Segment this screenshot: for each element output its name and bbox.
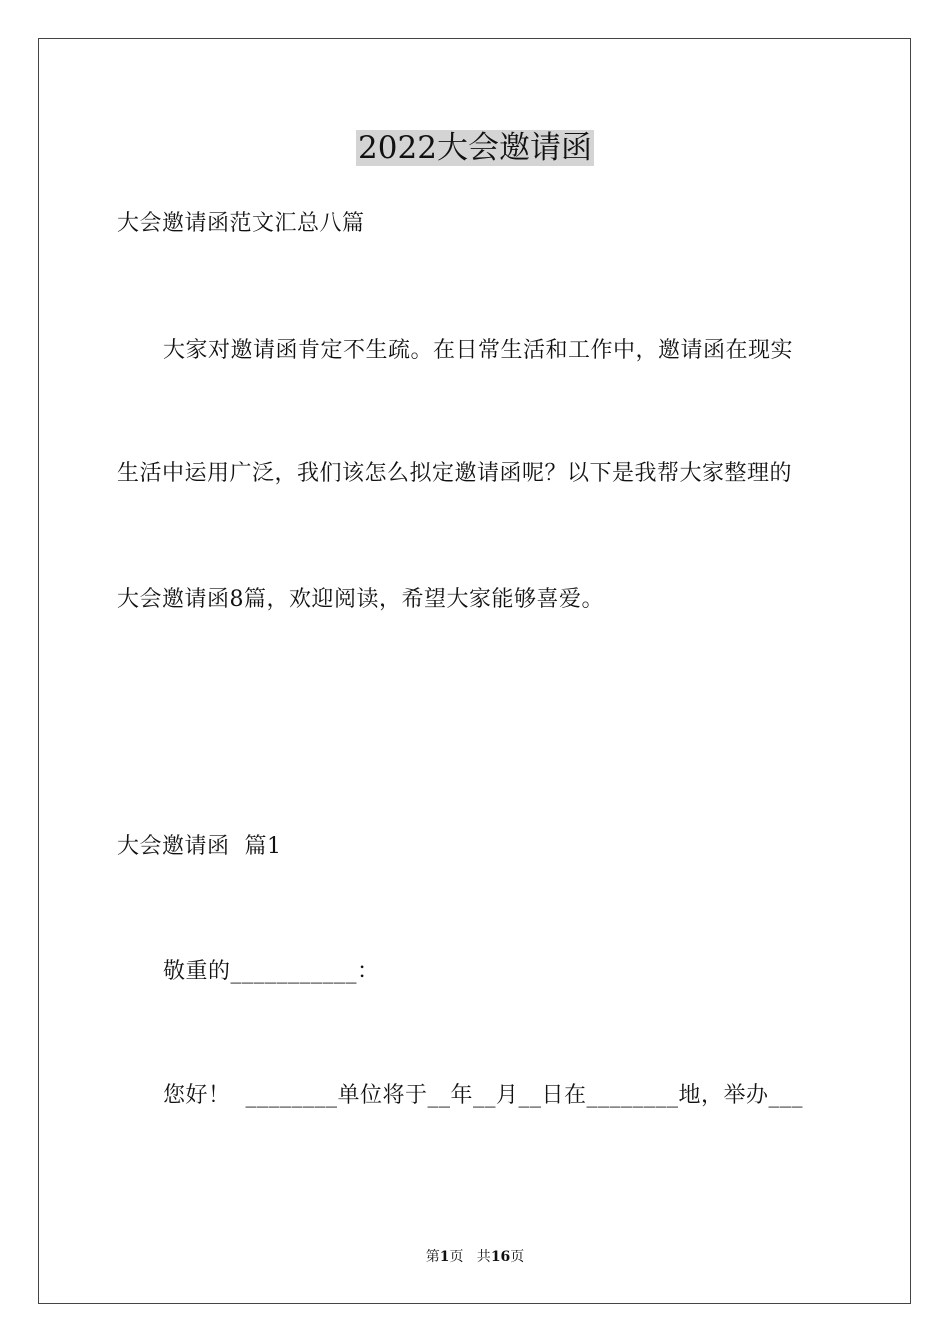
intro-line-3: 大会邀请函8篇，欢迎阅读，希望大家能够喜爱。 bbox=[117, 587, 604, 612]
document-title-text: 2022大会邀请函 bbox=[358, 130, 592, 166]
intro-line-1: 大家对邀请函肯定不生疏。在日常生活和工作中，邀请函在现实 bbox=[163, 338, 794, 363]
salutation: 敬重的___________： bbox=[163, 959, 380, 984]
footer-page-mid: 页 共 bbox=[449, 1249, 491, 1265]
footer-page-suffix: 页 bbox=[510, 1249, 525, 1265]
document-title bbox=[0, 128, 950, 168]
body-line: 您好！ ________单位将于__年__月__日在________地，举办___ bbox=[163, 1083, 803, 1108]
page-footer bbox=[0, 1247, 950, 1267]
footer-page-prefix: 第 bbox=[425, 1249, 440, 1265]
intro-line-2: 生活中运用广泛，我们该怎么拟定邀请函呢？以下是我帮大家整理的 bbox=[117, 461, 793, 486]
section-heading: 大会邀请函 篇1 bbox=[117, 834, 282, 859]
footer-page-total: 16 bbox=[490, 1249, 511, 1265]
footer-page-current: 1 bbox=[439, 1249, 450, 1265]
document-subtitle: 大会邀请函范文汇总八篇 bbox=[117, 211, 365, 236]
